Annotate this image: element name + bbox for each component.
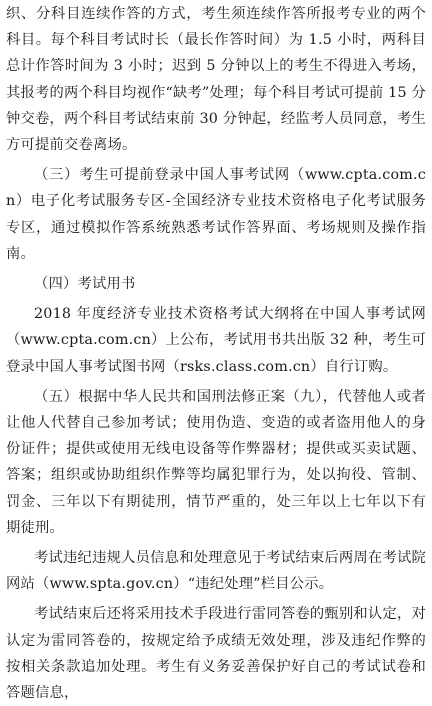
paragraph-exam-format: 织、分科目连续作答的方式，考生须连续作答所报考专业的两个科目。每个科目考试时长（最长作答时间）为 1.5 小时，两科目总计作答时间为 3 小时；迟到 5 分钟以上的考生不得进入考场，其报考的两个科目均视作“缺考”处理；每个科目考试可提前 15 分钟交卷，两个科目考试结束前 30 分钟起，经监考人员同意，考生方可提前交卷离场。 [6,6,427,154]
document-page [0,1,432,702]
paragraph-exam-books: 2018 年度经济专业技术资格考试大纲将在中国人事考试网（www.cpta.com.cn）上公布，考试用书共出版 32 种，考生可登录中国人事考试图书网（rsks.class.com.cn）自行订购。 [6,306,426,375]
paragraph-simulation-system: （三）考生可提前登录中国人事考试网（www.cpta.com.cn）电子化考试服务专区-全国经济专业技术资格电子化考试服务专区，通过模拟作答系统熟悉考试作答界面、考场规则及操作指南。 [6,167,426,262]
paragraph-criminal-law: （五）根据中华人民共和国刑法修正案（九），代替他人或者让他人代替自己参加考试；使用伪造、变造的或者盗用他人的身份证件；提供或使用无线电设备等作弊器材；提供或买卖试题、答案；组织或协助组织作弊等均属犯罪行为，处以拘役、管制、罚金、三年以下有期徒刑，情节严重的，处三年以上七年以下有期徒刑。 [6,388,426,536]
heading-exam-books: （四）考试用书 [34,276,136,293]
paragraph-identical-answers: 考试结束后还将采用技术手段进行雷同答卷的甄别和认定，对认定为雷同答卷的，按规定给予成绩无效处理，涉及违纪作弊的按相关条款追加处理。考生有义务妥善保护好自己的考试试卷和答题信息， [6,606,426,702]
paragraph-violation-publicity: 考试违纪违规人员信息和处理意见于考试结束后两周在考试院网站（www.spta.gov.cn）“违纪处理”栏目公示。 [6,550,426,593]
